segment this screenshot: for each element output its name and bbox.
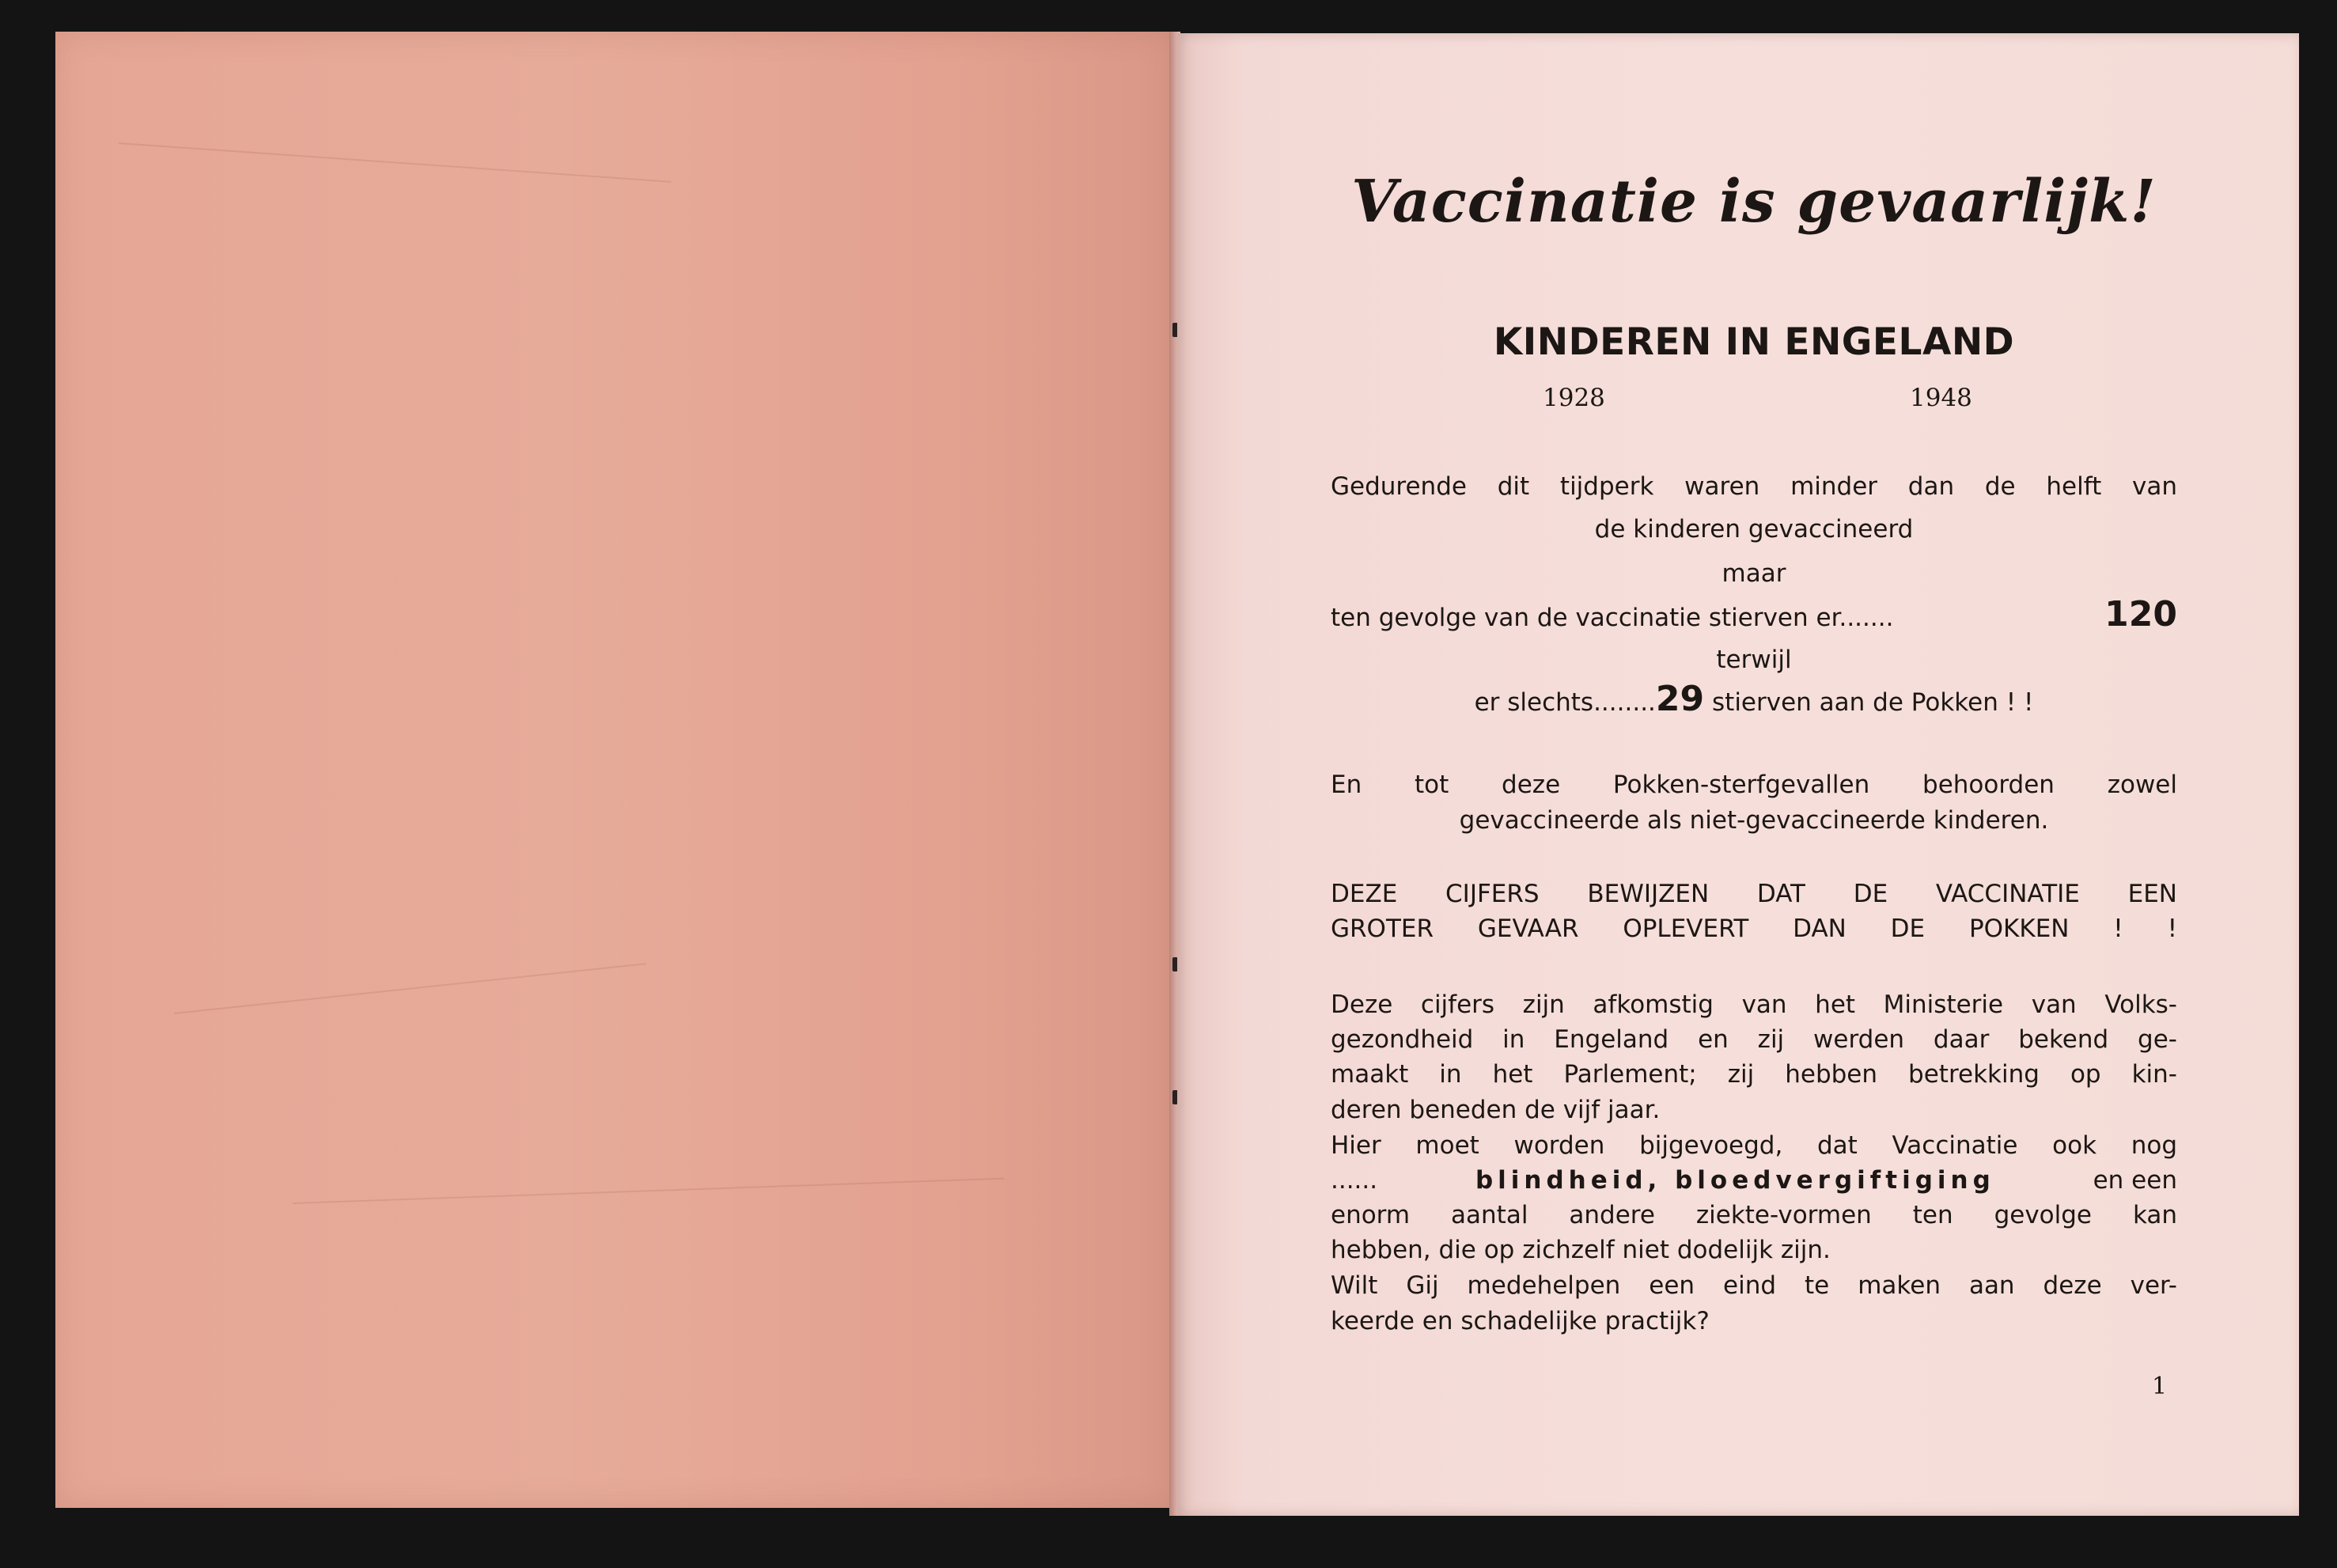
text-line: GROTER GEVAAR OPLEVERT DAN DE POKKEN ! ! [1331,915,2177,943]
page-headline: Vaccinatie is gevaarlijk! [1351,168,2157,236]
text-line: Gedurende dit tijdperk waren minder dan de helft van [1331,472,2177,501]
paper-scuff [174,963,646,1014]
text-line: hebben, die op zichzelf niet dodelijk zijn. [1331,1236,1831,1264]
year-start: 1928 [1543,384,1605,412]
text-line: enorm aantal andere ziekte-vormen ten gevolge kan [1331,1201,2177,1229]
text-line: gevaccineerde als niet-gevaccineerde kinderen. [1459,806,2049,835]
paper-scuff [293,1178,1005,1204]
text-line: terwijl [1716,646,1792,674]
text-span: en een [2093,1166,2177,1195]
text-line: Hier moet worden bijgevoegd, dat Vaccinatie ook nog [1331,1131,2177,1160]
paper-scuff [119,142,671,183]
statistic-line-vaccination [1331,594,2177,635]
vaccination-deaths-number: 120 [2104,594,2177,634]
statistic-line-smallpox [1331,679,2177,720]
text-line: deren beneden de vijf jaar. [1331,1096,1661,1124]
year-end: 1948 [1910,384,1972,412]
text-line: Wilt Gij medehelpen een eind te maken aan deze ver- [1331,1271,2177,1300]
page-number: 1 [2152,1373,2168,1400]
text-line: maakt in het Parlement; zij hebben betrekking op kin- [1331,1060,2177,1089]
text-line: DEZE CIJFERS BEWIJZEN DAT DE VACCINATIE EEN [1331,880,2177,908]
smallpox-deaths-number: 29 [1655,679,1705,719]
text-line: gezondheid in Engeland en zij werden daar bekend ge- [1331,1025,2177,1054]
text-line: keerde en schadelijke practijk? [1331,1307,1710,1335]
text-line: Deze cijfers zijn afkomstig van het Ministerie van Volks- [1331,990,2177,1019]
text-line: de kinderen gevaccineerd [1594,515,1914,543]
emphasized-terms: blindheid, bloedvergiftiging [1475,1166,1995,1195]
text-line: En tot deze Pokken-sterfgevallen behoorden zowel [1331,771,2177,799]
left-page-cover [55,32,1176,1508]
emphasis-line [1331,1163,2177,1198]
section-heading: KINDEREN IN ENGELAND [1493,320,2015,364]
text-span: stierven aan de Pokken ! ! [1712,688,2034,717]
text-span: ...... [1331,1166,1378,1195]
text-span: ten gevolge van de vaccinatie stierven er....... [1331,604,1894,632]
page-content [1331,158,2177,1335]
text-span: er slechts........ [1474,688,1656,717]
text-line: maar [1722,559,1786,588]
